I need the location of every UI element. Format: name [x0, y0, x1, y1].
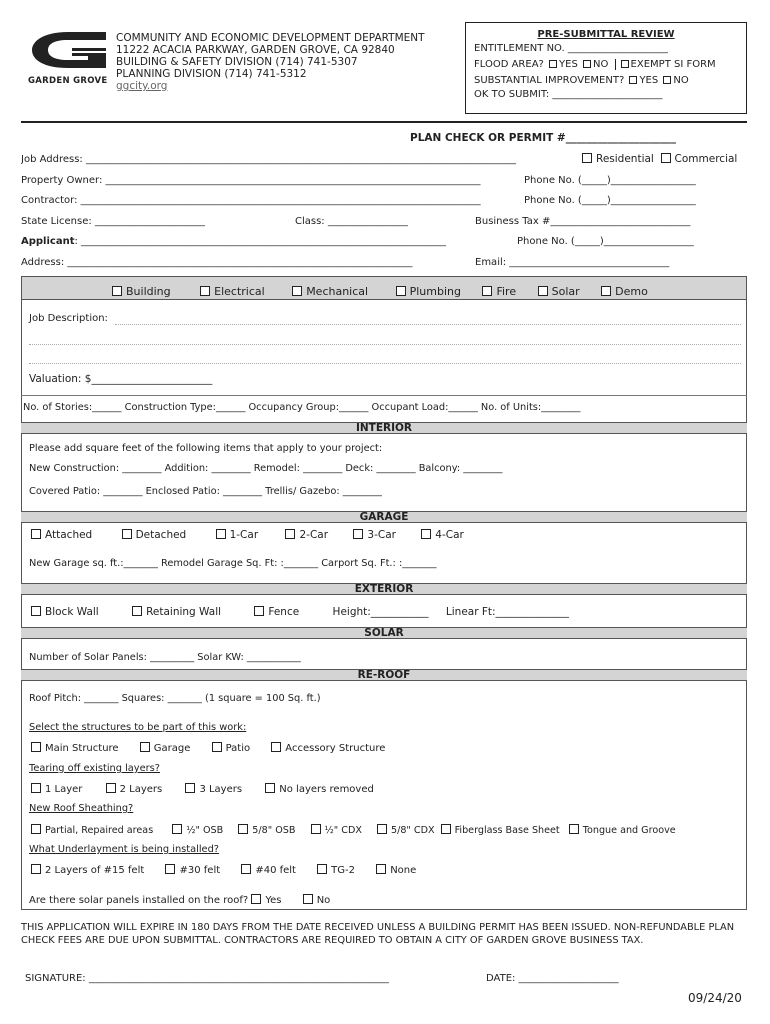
expiration-notice: THIS APPLICATION WILL EXPIRE IN 180 DAYS FROM THE DATE RECEIVED UNLESS A BUILDING PERMIT HAS BEEN ISSUED. NON-REFUNDABLE PLAN CHECK FEES ARE DUE UPON SUBMITTAL. CONTRACTORS ARE REQUIRED TO OBTAIN A CITY OF GARDEN GROVE BUSINESS TAX. [21, 922, 735, 946]
4-car-checkbox[interactable] [421, 529, 431, 539]
structures-question: Select the structures to be part of this work: [29, 722, 247, 733]
owner-phone-field[interactable]: Phone No. (_____)_________________ [524, 175, 696, 186]
solar-no-checkbox[interactable] [303, 894, 313, 904]
reroof-header: RE-ROOF [21, 669, 747, 681]
garage-sqft-row[interactable]: New Garage sq. ft.:_______ Remodel Garage Sq. Ft: :_______ Carport Sq. Ft.: :_______ [29, 558, 437, 569]
main-structure-checkbox[interactable] [31, 742, 41, 752]
fence-checkbox[interactable] [254, 606, 264, 616]
form-version: 09/24/20 [688, 991, 742, 1005]
valuation-field[interactable]: Valuation: $_______________________ [29, 373, 213, 385]
flood-no-checkbox[interactable] [583, 60, 591, 68]
plan-check-field[interactable]: PLAN CHECK OR PERMIT #_____________________ [410, 132, 676, 144]
subst-yes-checkbox[interactable] [629, 76, 637, 84]
five-eighths-osb-checkbox[interactable] [238, 824, 248, 834]
1-layer-checkbox[interactable] [31, 783, 41, 793]
job-description-line[interactable] [115, 324, 741, 325]
fire-checkbox[interactable] [482, 286, 492, 296]
class-field[interactable]: Class: ________________ [295, 216, 408, 227]
mechanical-checkbox[interactable] [292, 286, 302, 296]
flood-yes-checkbox[interactable] [549, 60, 557, 68]
none-checkbox[interactable] [376, 864, 386, 874]
attached-checkbox[interactable] [31, 529, 41, 539]
partial-repaired-checkbox[interactable] [31, 824, 41, 834]
tongue-groove-checkbox[interactable] [569, 824, 579, 834]
interior-line1[interactable]: New Construction: ________ Addition: ________ Remodel: ________ Deck: ________ Balcony: ________ [29, 463, 503, 474]
date-field[interactable]: DATE: ____________________ [486, 973, 619, 984]
3-car-checkbox[interactable] [353, 529, 363, 539]
contractor-field[interactable]: Contractor: ________________________________________________________________________________ [21, 195, 481, 206]
garage-header: GARAGE [21, 511, 747, 523]
contractor-phone-field[interactable]: Phone No. (_____)_________________ [524, 195, 696, 206]
detached-checkbox[interactable] [122, 529, 132, 539]
no-layers-removed-checkbox[interactable] [265, 783, 275, 793]
solar-header: SOLAR [21, 627, 747, 639]
residential-checkbox[interactable] [582, 153, 592, 163]
patio-checkbox[interactable] [212, 742, 222, 752]
interior-intro: Please add square feet of the following items that apply to your project: [29, 443, 383, 454]
website-link[interactable]: ggcity.org [116, 80, 168, 92]
plumbing-checkbox[interactable] [396, 286, 406, 296]
accessory-structure-checkbox[interactable] [271, 742, 281, 752]
40-felt-checkbox[interactable] [241, 864, 251, 874]
planning-division: PLANNING DIVISION (714) 741-5312 [116, 68, 307, 80]
stories-row[interactable]: No. of Stories:______ Construction Type:______ Occupancy Group:______ Occupant Load:______ No. of Units:________ [23, 402, 581, 413]
fiberglass-base-sheet-checkbox[interactable] [441, 824, 451, 834]
job-description-line[interactable] [29, 344, 741, 345]
garage-structure-checkbox[interactable] [140, 742, 150, 752]
flood-area-row: FLOOD AREA? YES NO EXEMPT SI FORM [474, 59, 716, 70]
applicant-field[interactable]: Applicant: _________________________________________________________________________ [21, 236, 447, 247]
half-osb-checkbox[interactable] [172, 824, 182, 834]
ok-to-submit-field[interactable]: OK TO SUBMIT: ______________________ [474, 89, 663, 100]
exempt-checkbox[interactable] [621, 60, 629, 68]
signature-field[interactable]: SIGNATURE: ____________________________________________________________ [25, 973, 389, 984]
commercial-checkbox[interactable] [661, 153, 671, 163]
tear-off-question: Tearing off existing layers? [29, 763, 160, 774]
building-division: BUILDING & SAFETY DIVISION (714) 741-5307 [116, 56, 358, 68]
city-logo [28, 30, 110, 90]
solar-roof-question: Are there solar panels installed on the roof? [29, 895, 249, 906]
entitlement-field[interactable]: ENTITLEMENT NO. ____________________ [474, 43, 668, 54]
interior-line2[interactable]: Covered Patio: ________ Enclosed Patio: ________ Trellis/ Gazebo: ________ [29, 486, 382, 497]
15-felt-checkbox[interactable] [31, 864, 41, 874]
dept-address: 11222 ACACIA PARKWAY, GARDEN GROVE, CA 92840 [116, 44, 395, 56]
demo-checkbox[interactable] [601, 286, 611, 296]
address-field[interactable]: Address: _____________________________________________________________________ [21, 257, 413, 268]
underlayment-question: What Underlayment is being installed? [29, 844, 219, 855]
1-car-checkbox[interactable] [216, 529, 226, 539]
subst-no-checkbox[interactable] [663, 76, 671, 84]
substantial-row: SUBSTANTIAL IMPROVEMENT? YES NO [474, 75, 689, 86]
five-eighths-cdx-checkbox[interactable] [377, 824, 387, 834]
logo-g-icon [28, 30, 110, 70]
state-license-field[interactable]: State License: ______________________ [21, 216, 205, 227]
presubmittal-title: PRE-SUBMITTAL REVIEW [537, 29, 675, 40]
job-description-line[interactable] [29, 363, 741, 364]
sheathing-question: New Roof Sheathing? [29, 803, 134, 814]
retaining-wall-checkbox[interactable] [132, 606, 142, 616]
presubmittal-box [465, 22, 747, 114]
business-tax-field[interactable]: Business Tax #____________________________ [475, 216, 691, 227]
solar-checkbox[interactable] [538, 286, 548, 296]
height-field[interactable]: Height:___________ [332, 606, 429, 618]
logo-text: GARDEN GROVE [28, 76, 108, 86]
2-layers-checkbox[interactable] [106, 783, 116, 793]
job-description-label: Job Description: [29, 313, 108, 324]
interior-header: INTERIOR [21, 422, 747, 434]
exterior-header: EXTERIOR [21, 583, 747, 595]
block-wall-checkbox[interactable] [31, 606, 41, 616]
property-owner-field[interactable]: Property Owner: ___________________________________________________________________________ [21, 175, 481, 186]
dept-name: COMMUNITY AND ECONOMIC DEVELOPMENT DEPARTMENT [116, 32, 425, 44]
building-checkbox[interactable] [112, 286, 122, 296]
email-field[interactable]: Email: ________________________________ [475, 257, 670, 268]
3-layers-checkbox[interactable] [185, 783, 195, 793]
solar-row[interactable]: Number of Solar Panels: _________ Solar KW: ___________ [29, 652, 301, 663]
2-car-checkbox[interactable] [285, 529, 295, 539]
applicant-phone-field[interactable]: Phone No. (_____)__________________ [517, 236, 694, 247]
roof-pitch-row[interactable]: Roof Pitch: _______ Squares: _______ (1 square = 100 Sq. ft.) [29, 693, 321, 704]
electrical-checkbox[interactable] [200, 286, 210, 296]
half-cdx-checkbox[interactable] [311, 824, 321, 834]
tg2-checkbox[interactable] [317, 864, 327, 874]
solar-yes-checkbox[interactable] [251, 894, 261, 904]
linear-ft-field[interactable]: Linear Ft:______________ [445, 606, 570, 618]
job-address-field[interactable]: Job Address: ______________________________________________________________________________________ [21, 154, 516, 165]
30-felt-checkbox[interactable] [165, 864, 175, 874]
